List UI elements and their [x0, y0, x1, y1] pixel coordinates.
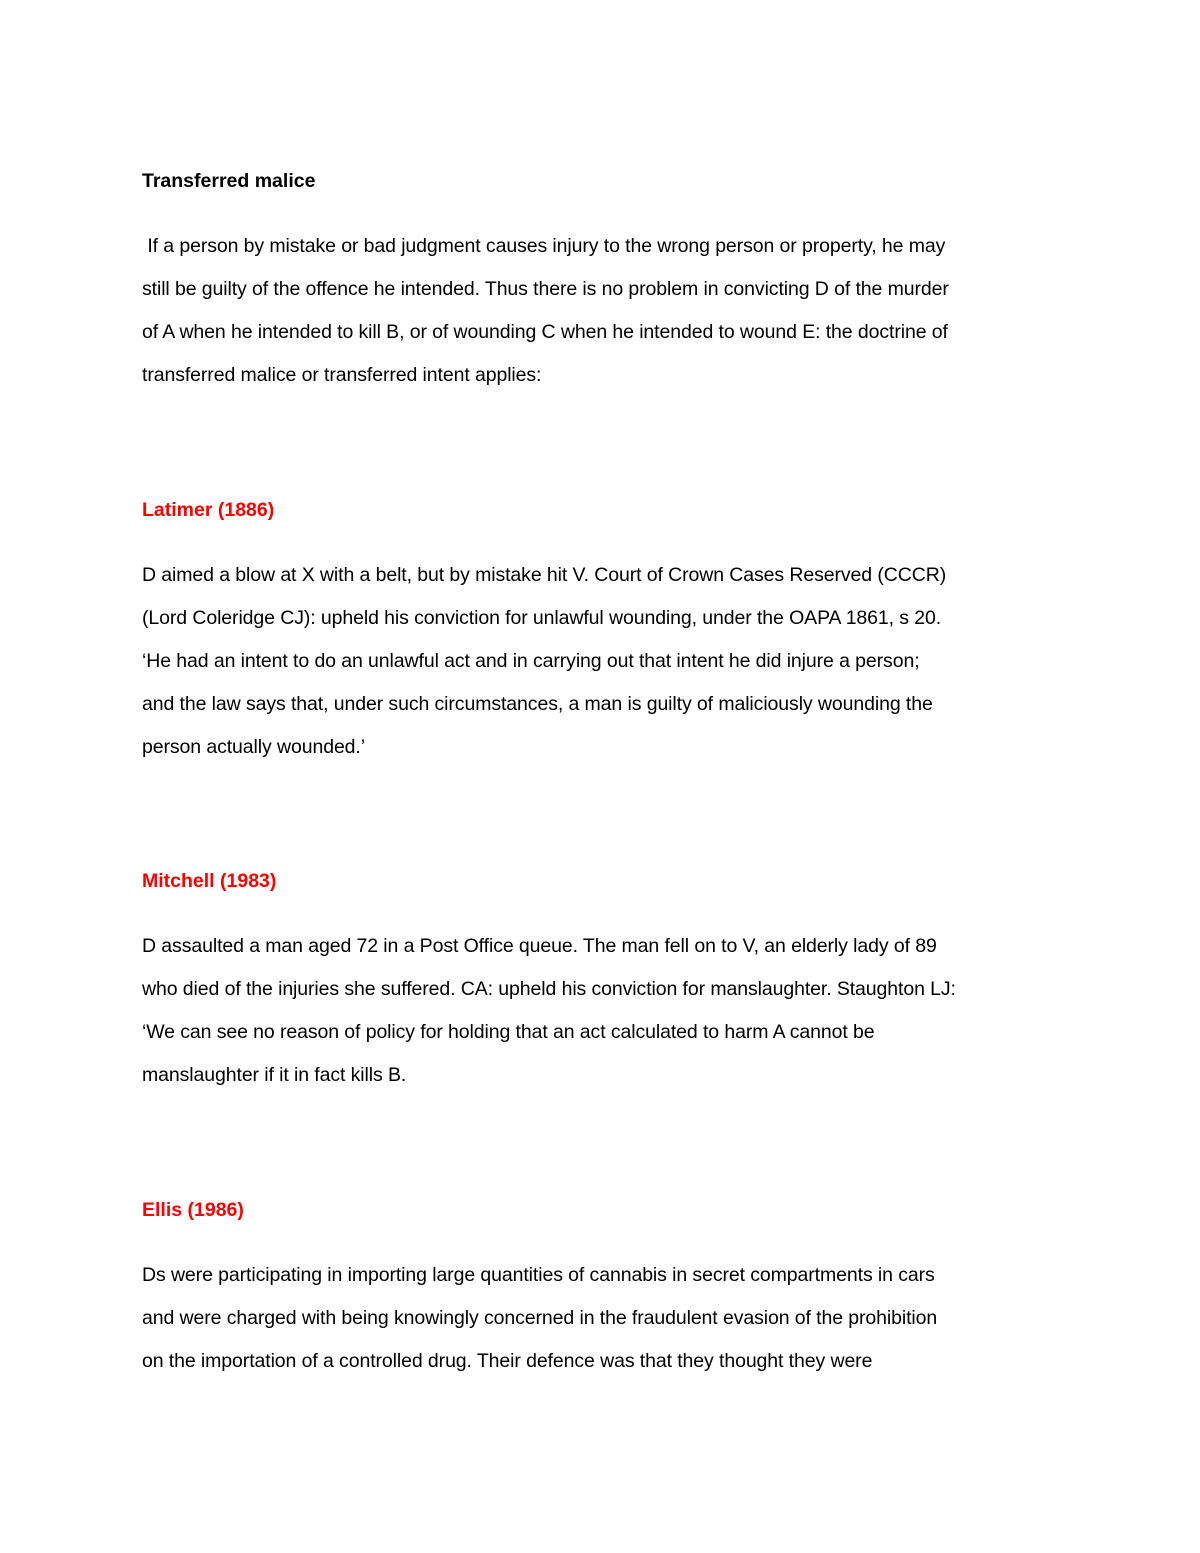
paragraph-line: on the importation of a controlled drug. Their defence was that they thought they were — [142, 1350, 873, 1372]
case-heading-ellis: Ellis (1986) — [142, 1199, 244, 1221]
case-body-ellis — [142, 1254, 1072, 1383]
paragraph-line: transferred malice or transferred intent applies: — [142, 364, 542, 386]
paragraph-line: ‘We can see no reason of policy for holding that an act calculated to harm A cannot be — [142, 1021, 875, 1043]
paragraph-line: and were charged with being knowingly concerned in the fraudulent evasion of the prohibition — [142, 1307, 938, 1329]
paragraph-line: D assaulted a man aged 72 in a Post Office queue. The man fell on to V, an elderly lady of 89 — [142, 935, 937, 957]
paragraph-line: (Lord Coleridge CJ): upheld his conviction for unlawful wounding, under the OAPA 1861, s 20. — [142, 607, 942, 629]
paragraph-line: still be guilty of the offence he intended. Thus there is no problem in convicting D of the murder — [142, 278, 949, 300]
case-body-latimer — [142, 554, 1072, 769]
paragraph-line: who died of the injuries she suffered. CA: upheld his conviction for manslaughter. Staughton LJ: — [142, 978, 956, 1000]
paragraph-line: D aimed a blow at X with a belt, but by mistake hit V. Court of Crown Cases Reserved (CCCR) — [142, 564, 947, 586]
case-heading-latimer: Latimer (1886) — [142, 499, 275, 521]
paragraph-line: of A when he intended to kill B, or of wounding C when he intended to wound E: the doctrine of — [142, 321, 948, 343]
paragraph-line: manslaughter if it in fact kills B. — [142, 1064, 407, 1086]
case-heading-mitchell: Mitchell (1983) — [142, 870, 277, 892]
paragraph-line: ‘He had an intent to do an unlawful act and in carrying out that intent he did injure a person; — [142, 650, 920, 672]
paragraph-line: Ds were participating in importing large quantities of cannabis in secret compartments in cars — [142, 1264, 935, 1286]
intro-paragraph — [142, 225, 1072, 397]
paragraph-line: and the law says that, under such circumstances, a man is guilty of maliciously wounding the — [142, 693, 933, 715]
paragraph-line: person actually wounded.’ — [142, 736, 365, 758]
document-title: Transferred malice — [142, 170, 316, 192]
case-body-mitchell — [142, 925, 1072, 1097]
paragraph-line: If a person by mistake or bad judgment causes injury to the wrong person or property, he may — [142, 235, 946, 257]
